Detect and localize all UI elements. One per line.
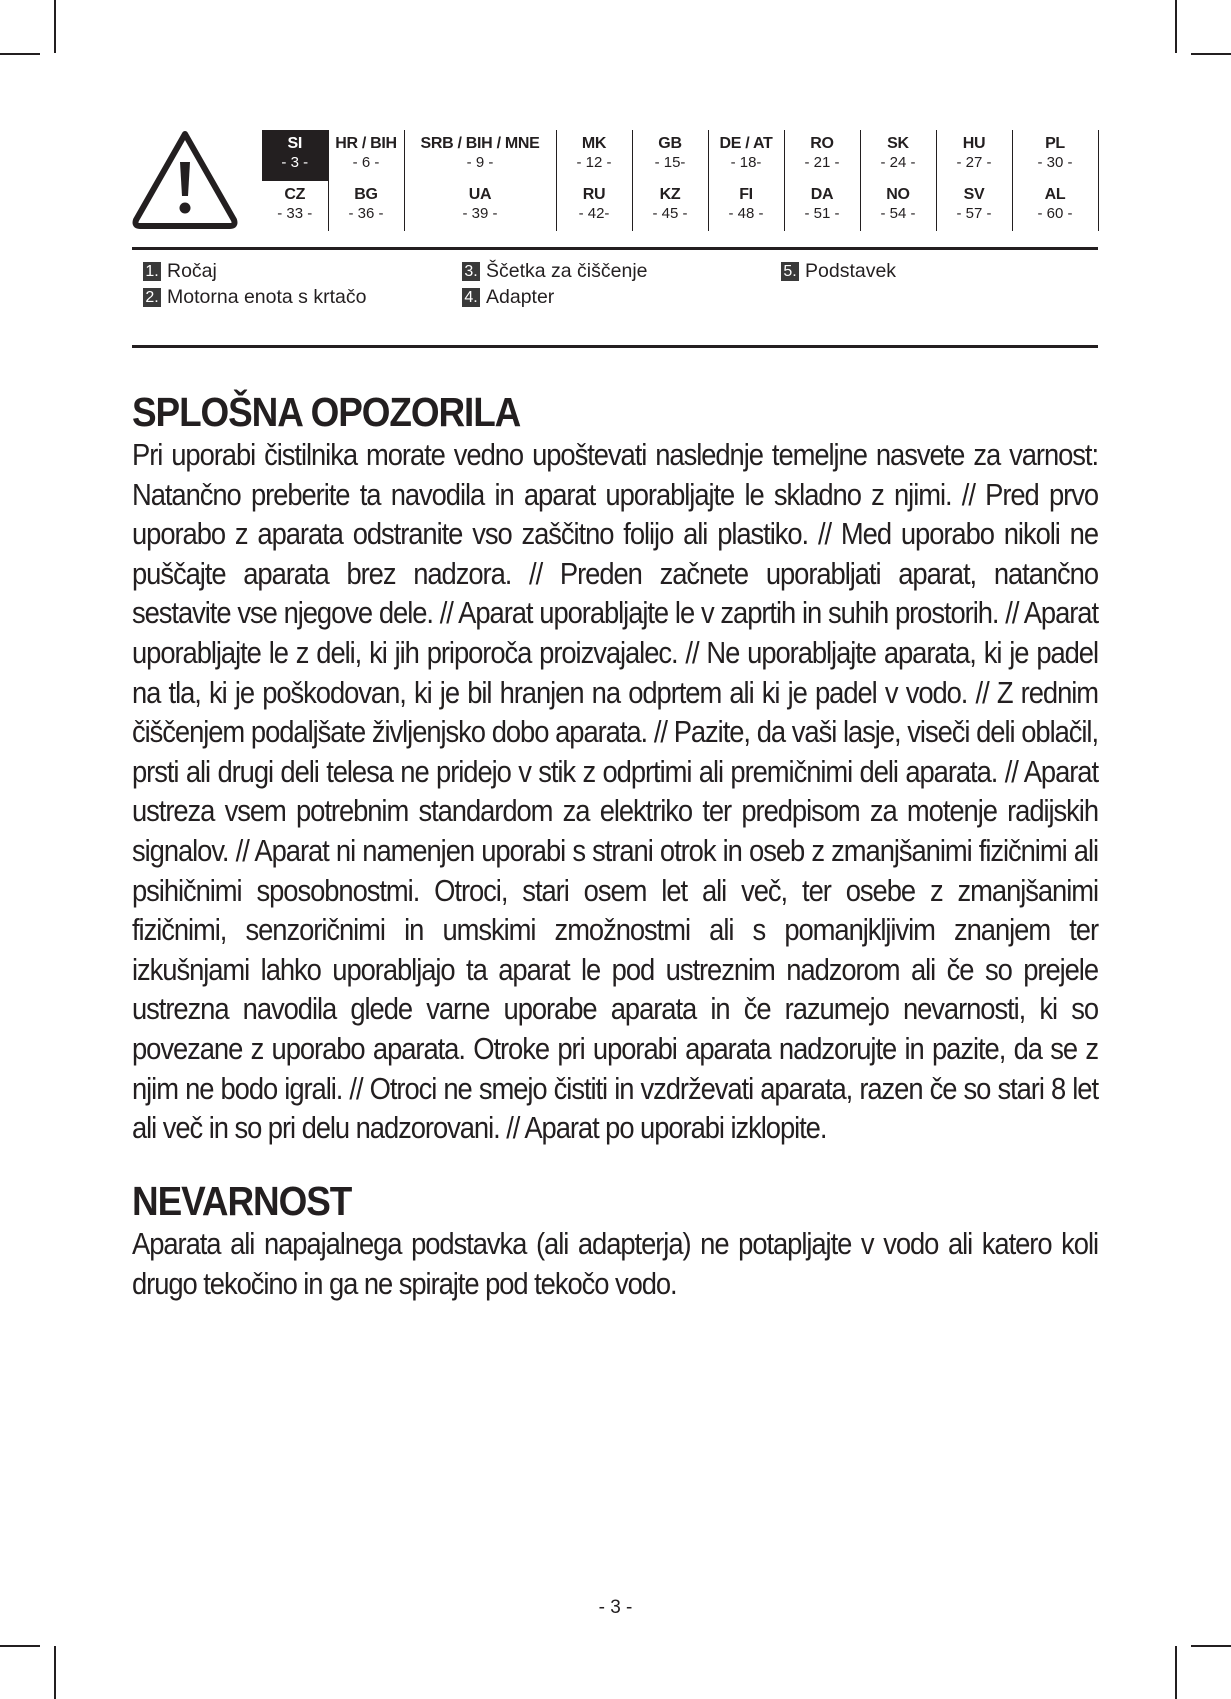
crop-mark — [0, 1645, 40, 1647]
crop-mark — [0, 53, 40, 55]
language-cell[interactable]: DA - 51 - — [784, 181, 860, 232]
page-number: - 3 - — [598, 1597, 633, 1618]
section-heading: NEVARNOST — [132, 1178, 352, 1224]
crop-mark — [1191, 53, 1231, 55]
parts-column — [143, 258, 366, 310]
part-item: 4. Adapter — [462, 284, 648, 310]
language-cell[interactable]: BG - 36 - — [328, 181, 404, 232]
crop-mark — [1175, 0, 1177, 53]
crop-mark — [54, 0, 56, 53]
part-item: 2. Motorna enota s krtačo — [143, 284, 366, 310]
language-cell-active[interactable]: SI - 3 - — [262, 130, 328, 181]
crop-mark — [1175, 1646, 1177, 1699]
language-cell[interactable]: RO - 21 - — [784, 130, 860, 181]
crop-mark — [54, 1646, 56, 1699]
language-cell[interactable]: PL - 30 - — [1012, 130, 1098, 181]
language-cell[interactable]: RU - 42- — [556, 181, 632, 232]
divider — [132, 247, 1098, 250]
language-cell[interactable]: FI - 48 - — [708, 181, 784, 232]
part-item: 3. Ščetka za čiščenje — [462, 258, 648, 284]
language-page-index — [262, 130, 1099, 231]
divider — [132, 345, 1098, 348]
section-heading: SPLOŠNA OPOZORILA — [132, 389, 521, 435]
section-body: Pri uporabi čistilnika morate vedno upoštevati naslednje temeljne nasvete za varnost: Natančno preberite ta navodila in aparat uporabljajte le skladno z njimi. // Pred prvo uporabo z aparata odstranite vso zaščitno folijo ali plastiko. // Med uporabo nikoli ne puščajte aparata brez nadzora. // Preden začnete uporabljati aparat, natančno sestavite vse njegove dele. // Aparat uporabljajte le v zaprtih in suhih prostorih. // Aparat uporabljajte le z deli, ki jih priporoča proizvajalec. // Ne uporabljajte aparata, ki je padel na tla, ki je poškodovan, ki je bil hranjen na odprtem ali ki je padel v vodo. // Z rednim čiščenjem podaljšate življenjsko dobo aparata. // Pazite, da vaši lasje, viseči deli oblačil, prsti ali drugi deli telesa ne pridejo v stik z odprtimi ali premičnimi deli aparata. // Aparat ustreza vsem potrebnim standardom za elektriko ter predpisom za motenje radijskih signalov. // Aparat ni namenjen uporabi s strani otrok in oseb z zmanjšanimi fizičnimi ali psihičnimi sposobnostmi. Otroci, stari osem let ali več, ter osebe z zmanjšanimi fizičnimi, senzoričnimi in umskimi zmožnostmi ali s pomanjkljivim znanjem ter izkušnjami lahko uporabljajo ta aparat le pod ustreznim nadzorom ali če so prejele ustrezna navodila glede varne uporabe aparata in če razumejo nevarnosti, ki so povezane z uporabo aparata. Otroke pri uporabi aparata nadzorujte in pazite, da se z njim ne bodo igrali. // Otroci ne smejo čistiti in vzdrževati aparata, razen če so stari 8 let ali več in so pri delu nadzorovani. // Aparat po uporabi izklopite. — [132, 437, 1099, 1146]
language-row — [262, 130, 1098, 181]
language-cell[interactable]: HU - 27 - — [936, 130, 1012, 181]
warning-icon — [130, 128, 240, 232]
part-item: 1. Ročaj — [143, 258, 366, 284]
crop-mark — [1191, 1645, 1231, 1647]
language-cell[interactable]: AL - 60 - — [1012, 181, 1098, 232]
language-cell[interactable]: DE / AT - 18- — [708, 130, 784, 181]
language-cell[interactable]: UA - 39 - — [404, 181, 556, 232]
section-body: Aparata ali napajalnega podstavka (ali adapterja) ne potapljajte v vodo ali katero koli drugo tekočino in ga ne spirajte pod tekočo vodo. — [132, 1226, 1099, 1301]
language-cell[interactable]: GB - 15- — [632, 130, 708, 181]
parts-column — [462, 258, 648, 310]
language-cell[interactable]: SK - 24 - — [860, 130, 936, 181]
language-cell[interactable]: NO - 54 - — [860, 181, 936, 232]
language-cell[interactable]: MK - 12 - — [556, 130, 632, 181]
part-item: 5. Podstavek — [781, 258, 896, 284]
language-cell[interactable]: KZ - 45 - — [632, 181, 708, 232]
language-cell[interactable]: CZ - 33 - — [262, 181, 328, 232]
language-cell[interactable]: HR / BIH - 6 - — [328, 130, 404, 181]
language-cell[interactable]: SV - 57 - — [936, 181, 1012, 232]
language-row — [262, 181, 1098, 232]
parts-column — [781, 258, 896, 284]
language-cell[interactable]: SRB / BIH / MNE - 9 - — [404, 130, 556, 181]
